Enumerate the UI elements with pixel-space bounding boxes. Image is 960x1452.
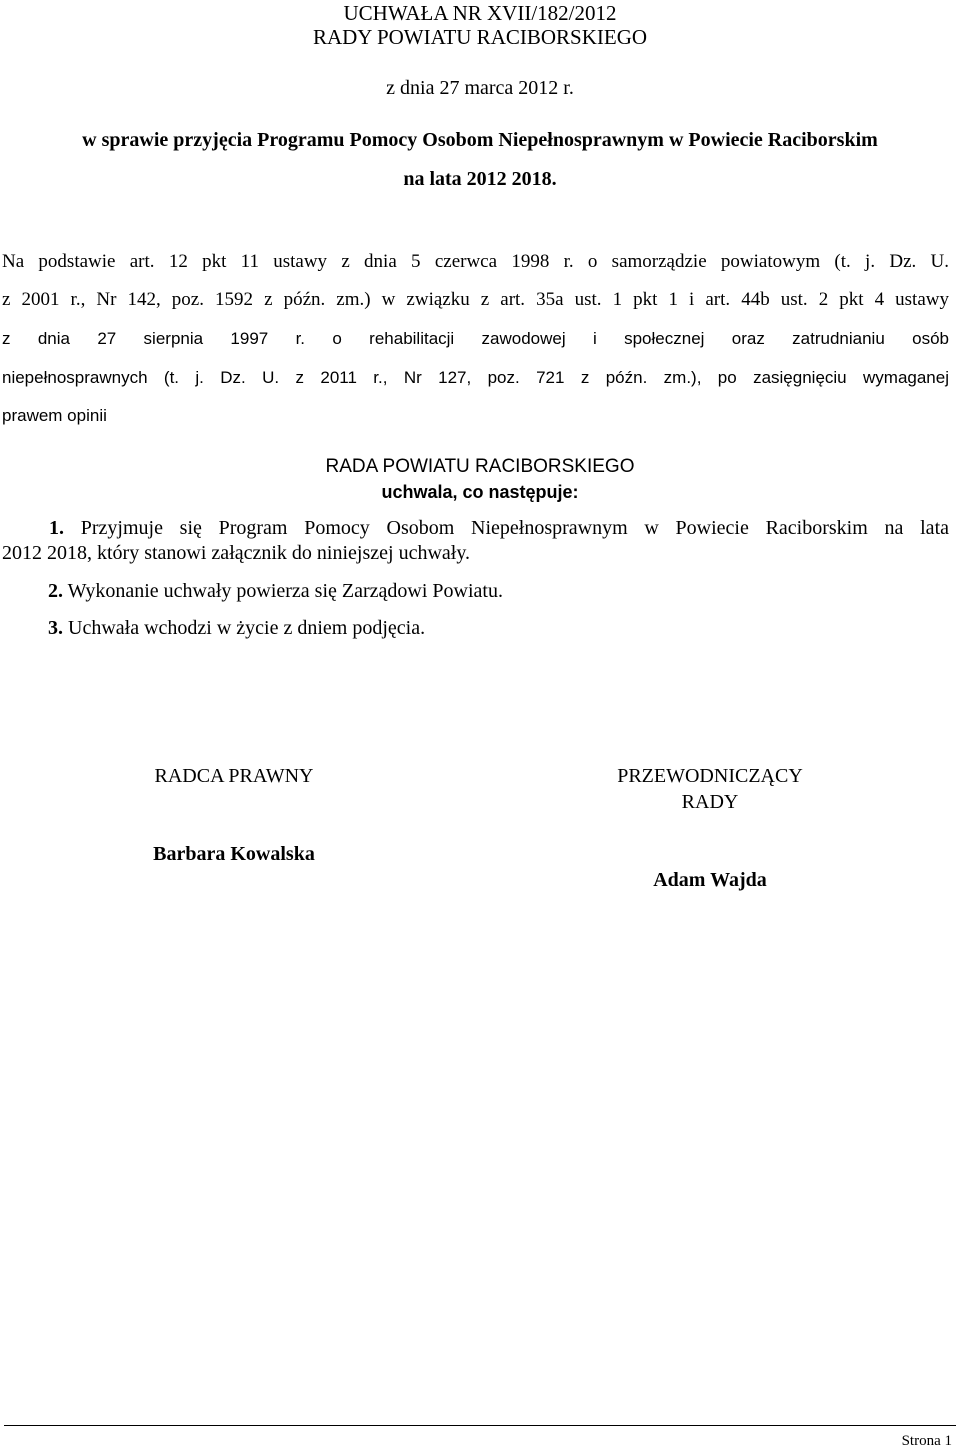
paragraph-2-number: 2. (48, 580, 63, 602)
signature-right-name: Adam Wajda (653, 869, 767, 891)
paragraph-1-continuation: 2012 2018, który stanowi załącznik do niniejszej uchwały. (2, 542, 471, 564)
signature-right-title-line1: PRZEWODNICZĄCY (617, 765, 803, 787)
signature-left-name: Barbara Kowalska (153, 843, 315, 865)
signature-right-title-line2: RADY (681, 791, 739, 813)
legal-basis-line4: niepełnosprawnych (t. j. Dz. U. z 2011 r., Nr 127, poz. 721 z późn. zm.), po zasięgnięciu wymaganej (2, 368, 949, 387)
paragraph-2-text: Wykonanie uchwały powierza się Zarządowi Powiatu. (67, 580, 503, 602)
resolution-title-line2: RADY POWIATU RACIBORSKIEGO (312, 25, 648, 49)
council-name: RADA POWIATU RACIBORSKIEGO (325, 456, 635, 477)
paragraph-3-number: 3. (48, 617, 63, 639)
legal-basis-line1: Na podstawie art. 12 pkt 11 ustawy z dnia 5 czerwca 1998 r. o samorządzie powiatowym (t. j. Dz. U. (2, 251, 949, 272)
resolves-heading: uchwala, co następuje: (381, 482, 579, 502)
paragraph-1-text: Przyjmuje się Program Pomocy Osobom Niepełnosprawnym w Powiecie Raciborskim na lata (80, 517, 949, 539)
footer-divider (4, 1425, 956, 1426)
signature-left-title: RADCA PRAWNY (154, 765, 314, 787)
paragraph-3 (48, 616, 425, 640)
resolution-title-line1: UCHWAŁA NR XVII/182/2012 (343, 1, 617, 25)
legal-basis-line5: prawem opinii (2, 406, 107, 425)
paragraph-2 (48, 579, 503, 603)
legal-basis-line2: z 2001 r., Nr 142, poz. 1592 z późn. zm.) w związku z art. 35a ust. 1 pkt 1 i art. 44b ust. 2 pkt 4 ustawy (2, 289, 949, 310)
subject-line2: na lata 2012 2018. (403, 168, 557, 190)
resolution-date: z dnia 27 marca 2012 r. (386, 77, 574, 99)
subject-line1: w sprawie przyjęcia Programu Pomocy Osobom Niepełnosprawnym w Powiecie Raciborskim (82, 129, 878, 151)
paragraph-1-first-line (49, 516, 949, 540)
page-number: Strona 1 (901, 1433, 952, 1449)
paragraph-3-text: Uchwała wchodzi w życie z dniem podjęcia. (68, 617, 426, 639)
paragraph-1 (2, 516, 949, 540)
paragraph-1-number: 1. (49, 517, 64, 539)
legal-basis-line3: z dnia 27 sierpnia 1997 r. o rehabilitacji zawodowej i społecznej oraz zatrudnianiu osób (2, 329, 949, 348)
